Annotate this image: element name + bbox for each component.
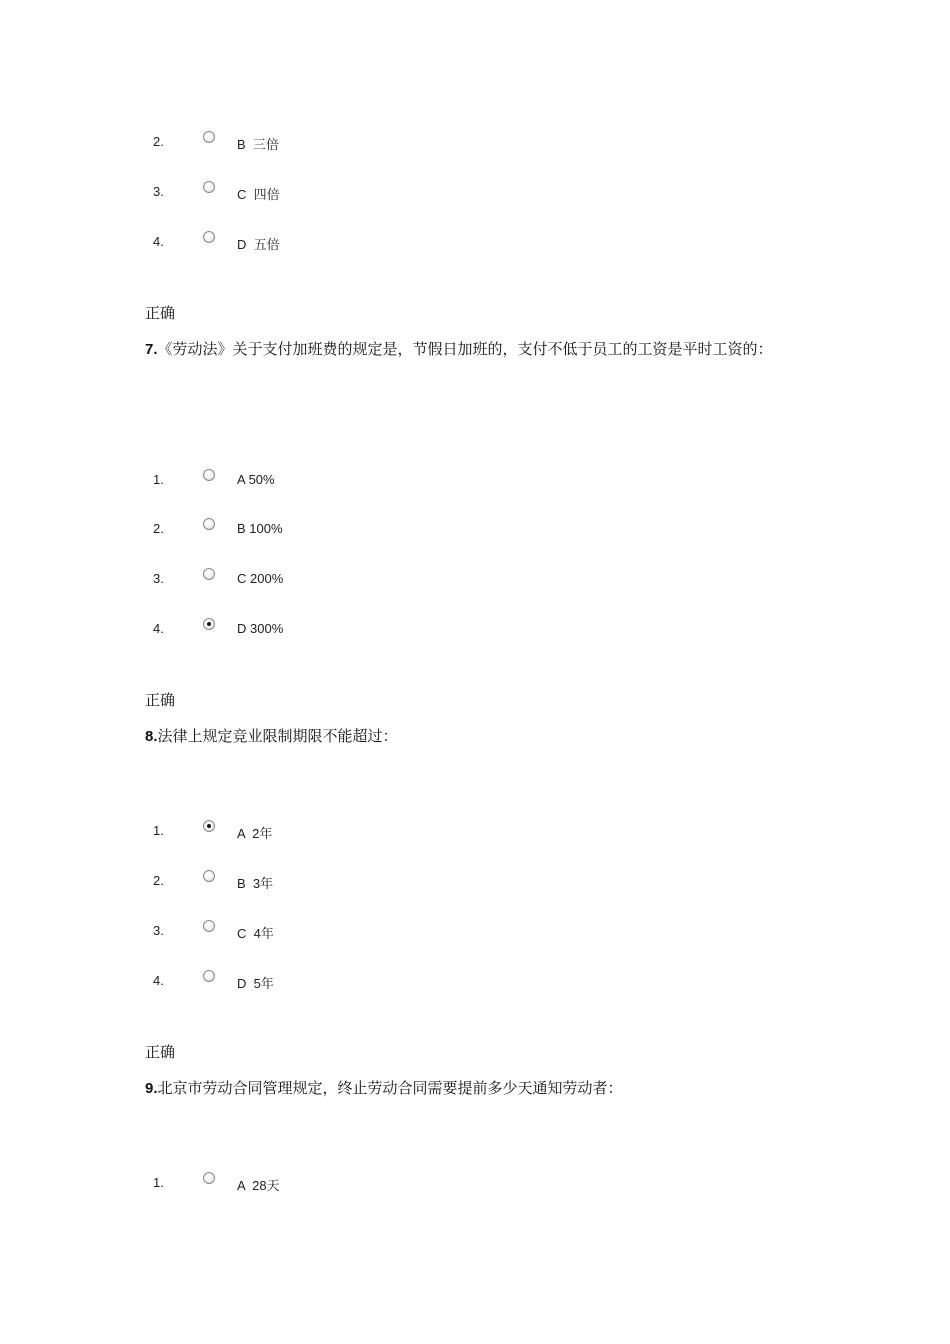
q8-option-b[interactable]: [0, 870, 700, 894]
option-label: B 3年: [237, 876, 274, 891]
option-number: 1.: [153, 472, 164, 487]
radio-button[interactable]: [203, 1172, 215, 1184]
q9-question: [145, 1071, 815, 1106]
radio-button[interactable]: [203, 970, 215, 982]
q8-option-c[interactable]: [0, 920, 700, 944]
option-label: B 100%: [237, 521, 283, 536]
q8-option-a[interactable]: [0, 820, 700, 844]
option-label: B 三倍: [237, 137, 279, 152]
q6-option-d[interactable]: [0, 231, 700, 255]
option-label: C 200%: [237, 571, 284, 586]
radio-button[interactable]: [203, 469, 215, 481]
option-number: 4.: [153, 621, 164, 636]
q7-result: 正确: [145, 691, 176, 709]
option-label: A 50%: [237, 472, 275, 487]
option-number: 3.: [153, 184, 164, 199]
q8-question: [145, 719, 815, 754]
option-label: D 5年: [237, 976, 274, 991]
q9-option-a[interactable]: [0, 1172, 700, 1196]
q7-question: [145, 332, 815, 367]
q8-result: 正确: [145, 1043, 176, 1061]
option-label: D 300%: [237, 621, 284, 636]
question-number: 8.: [145, 728, 158, 745]
radio-button-selected[interactable]: [203, 820, 215, 832]
option-label: C 四倍: [237, 187, 280, 202]
q8-option-d[interactable]: [0, 970, 700, 994]
option-number: 2.: [153, 873, 164, 888]
option-number: 1.: [153, 823, 164, 838]
q7-option-c[interactable]: [0, 568, 700, 592]
question-text: 北京市劳动合同管理规定，终止劳动合同需要提前多少天通知劳动者：: [157, 1079, 623, 1097]
option-number: 3.: [153, 923, 164, 938]
option-label: D 五倍: [237, 237, 280, 252]
option-label: C 4年: [237, 926, 274, 941]
radio-button[interactable]: [203, 870, 215, 882]
radio-button[interactable]: [203, 920, 215, 932]
question-number: 7.: [145, 341, 158, 358]
q7-option-d[interactable]: [0, 618, 700, 642]
question-text: 法律上规定竞业限制期限不能超过：: [157, 727, 398, 745]
option-number: 4.: [153, 234, 164, 249]
radio-button-selected[interactable]: [203, 618, 215, 630]
question-number: 9.: [145, 1080, 158, 1097]
radio-button[interactable]: [203, 518, 215, 530]
option-number: 2.: [153, 134, 164, 149]
q6-result: 正确: [145, 304, 176, 322]
option-label: A 28天: [237, 1178, 280, 1193]
question-text: 《劳动法》关于支付加班费的规定是，节假日加班的，支付不低于员工的工资是平时工资的：: [157, 340, 773, 358]
q7-option-a[interactable]: [0, 469, 700, 493]
q6-option-b[interactable]: [0, 131, 700, 155]
radio-button[interactable]: [203, 181, 215, 193]
radio-button[interactable]: [203, 231, 215, 243]
option-number: 3.: [153, 571, 164, 586]
option-number: 2.: [153, 521, 164, 536]
q7-option-b[interactable]: [0, 518, 700, 542]
option-label: A 2年: [237, 826, 273, 841]
radio-button[interactable]: [203, 568, 215, 580]
q6-option-c[interactable]: [0, 181, 700, 205]
option-number: 4.: [153, 973, 164, 988]
option-number: 1.: [153, 1175, 164, 1190]
radio-button[interactable]: [203, 131, 215, 143]
